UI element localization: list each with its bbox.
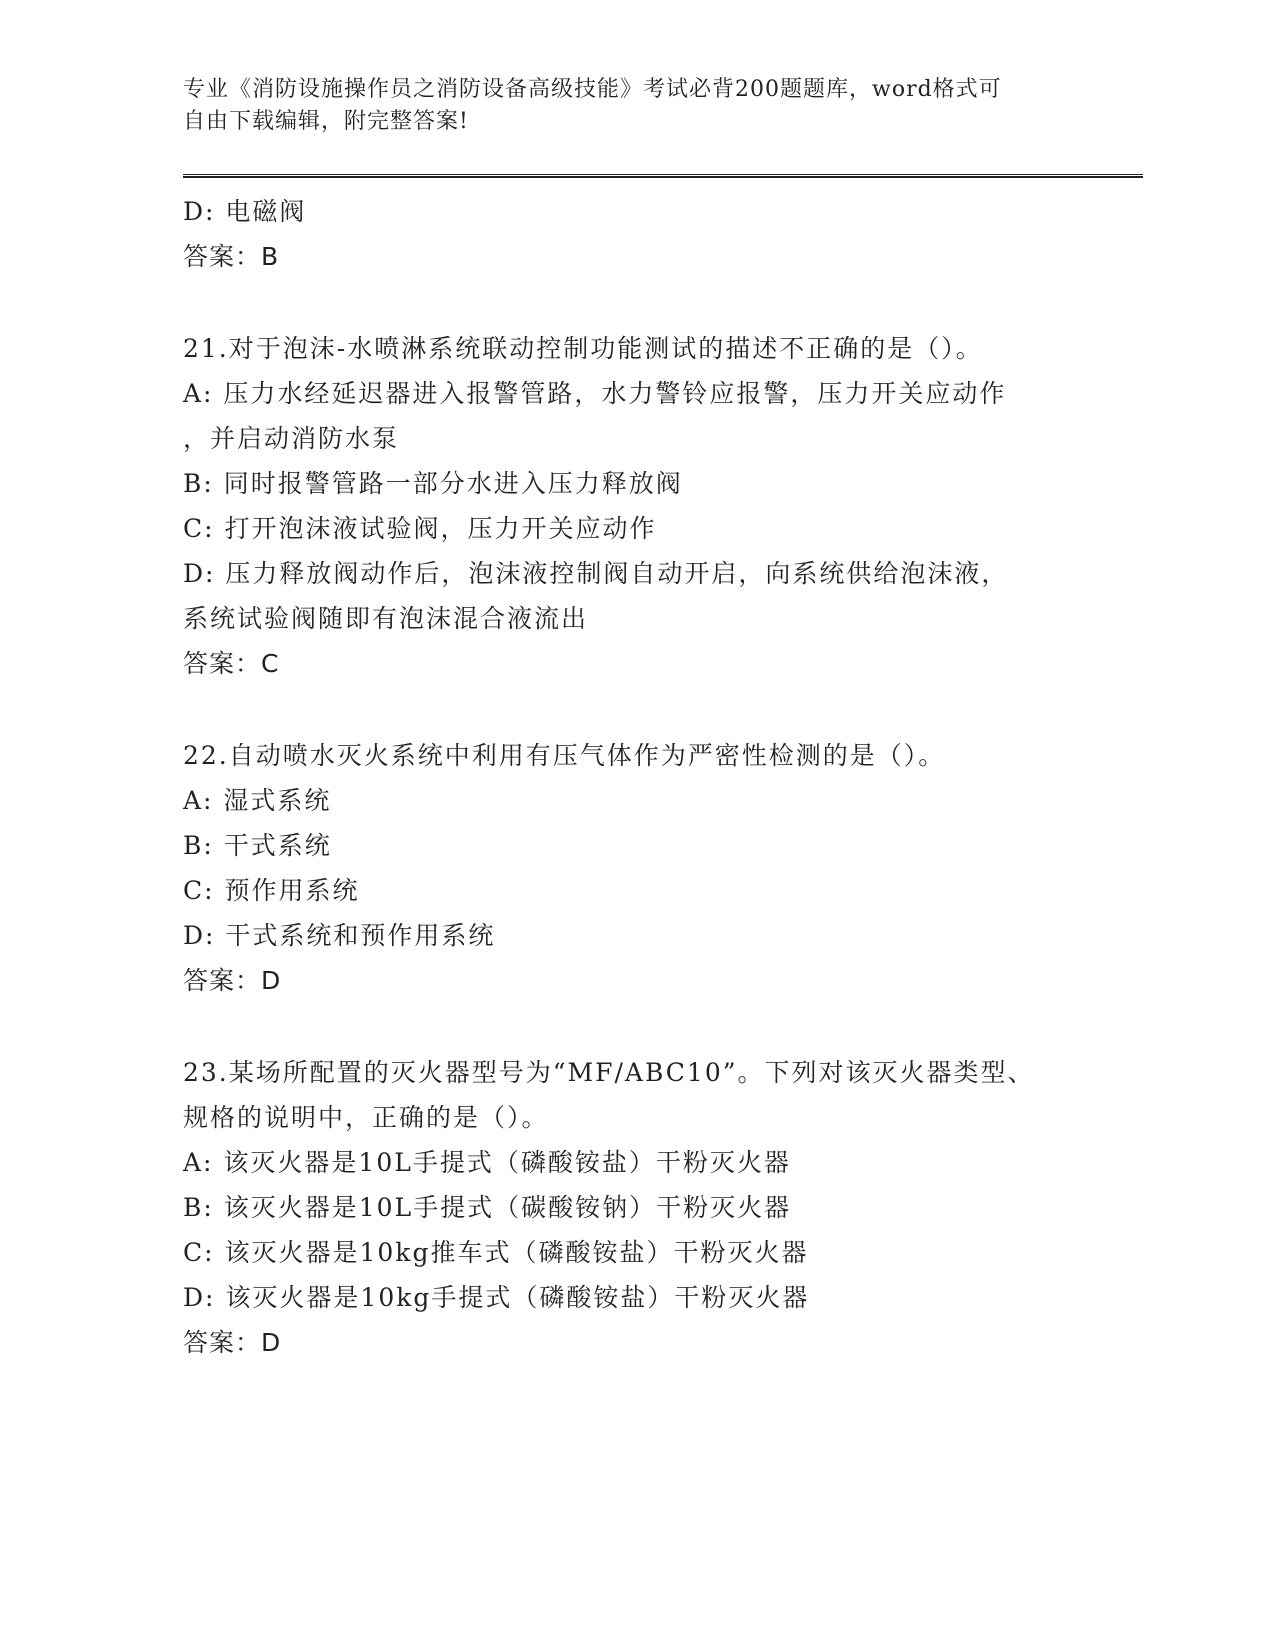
option-c: C: 打开泡沫液试验阀，压力开关应动作 [183, 514, 657, 543]
document-body [183, 189, 1143, 1365]
question-stem: 22.自动喷水灭火系统中利用有压气体作为严密性检测的是（）。 [183, 741, 946, 770]
question-22 [183, 733, 1143, 1003]
answer: 答案：D [183, 966, 282, 995]
option-b: B: 该灭火器是10L手提式（碳酸铵钠）干粉灭火器 [183, 1193, 792, 1222]
option-a: A: 湿式系统 [183, 786, 332, 815]
question-stem-continued: 规格的说明中，正确的是（）。 [183, 1103, 549, 1132]
carryover-answer: 答案：B [183, 242, 280, 271]
answer: 答案：D [183, 1328, 282, 1357]
option-b: B: 同时报警管路一部分水进入压力释放阀 [183, 469, 683, 498]
document-header [183, 74, 1083, 138]
header-line-2: 自由下载编辑，附完整答案! [183, 109, 469, 134]
question-stem: 23.某场所配置的灭火器型号为“MF/ABC10”。下列对该灭火器类型、 [183, 1058, 1035, 1087]
option-c: C: 预作用系统 [183, 876, 360, 905]
option-a: A: 压力水经延迟器进入报警管路，水力警铃应报警，压力开关应动作 [183, 379, 1007, 408]
option-d-continued: 系统试验阀随即有泡沫混合液流出 [183, 604, 589, 633]
header-line-1: 专业《消防设施操作员之消防设备高级技能》考试必背200题题库，word格式可 [183, 77, 1002, 102]
answer: 答案：C [183, 649, 280, 678]
option-c: C: 该灭火器是10kg推车式（磷酸铵盐）干粉灭火器 [183, 1238, 809, 1267]
option-d: D: 该灭火器是10kg手提式（磷酸铵盐）干粉灭火器 [183, 1283, 810, 1312]
header-divider [183, 174, 1143, 178]
option-d: D: 压力释放阀动作后，泡沫液控制阀自动开启，向系统供给泡沫液， [183, 559, 1009, 588]
carryover-option-d: D: 电磁阀 [183, 197, 307, 226]
option-a-continued: ，并启动消防水泵 [183, 424, 400, 453]
question-stem: 21.对于泡沫-水喷淋系统联动控制功能测试的描述不正确的是（）。 [183, 334, 983, 363]
option-d: D: 干式系统和预作用系统 [183, 921, 496, 950]
question-21 [183, 326, 1143, 686]
option-a: A: 该灭火器是10L手提式（磷酸铵盐）干粉灭火器 [183, 1148, 791, 1177]
option-b: B: 干式系统 [183, 831, 332, 860]
question-23 [183, 1050, 1143, 1365]
